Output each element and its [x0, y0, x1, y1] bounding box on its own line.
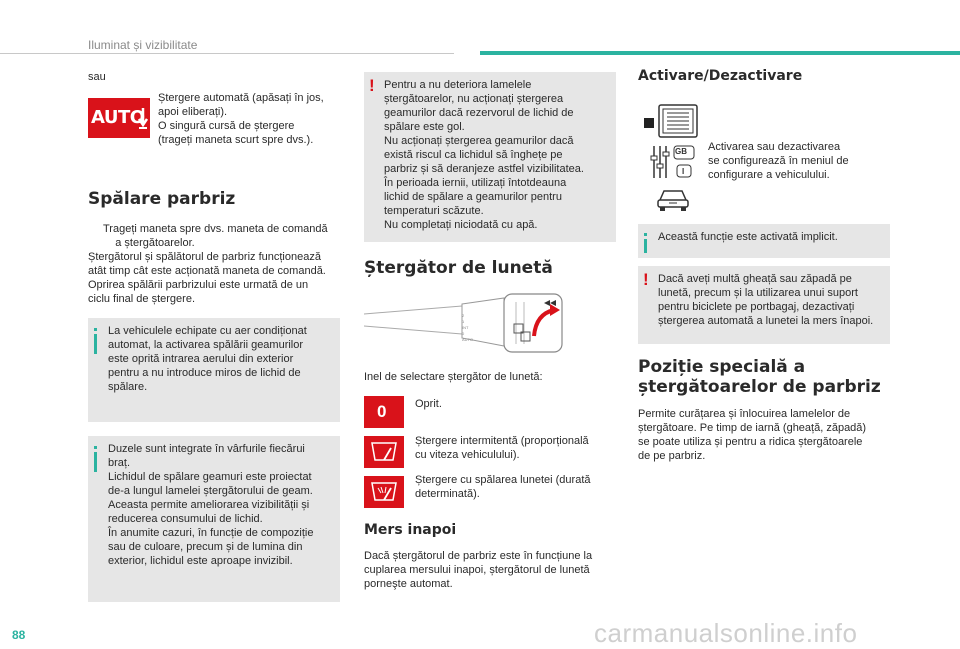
auto-badge-label: AUTO: [91, 107, 145, 128]
option-intermittent-text: Ștergere intermitentă (proporțională cu viteza vehiculului).: [415, 435, 589, 461]
info-icon: [94, 446, 97, 449]
warning-text-lichid: Pentru a nu deteriora lamelele ștergătoarelor, nu acționați ștergerea geamurilor dacă rezervorul de lichid de spălare este gol. Nu acționați ștergerea geamurilor dacă există riscul ca lichidul să înghețe pe parbriz și să deranjeze astfel vizibilitatea. În perioada iernii, utilizați întotdeauna lichid de spălare a geamurilor pentru temperaturi scăzute. Nu completați niciodată cu apă.: [384, 79, 584, 231]
activare-text: Activarea sau dezactivarea se configurează în meniul de configurare a vehiculului.: [708, 141, 849, 181]
ring-selector-label: Inel de selectare ștergător de lunetă:: [364, 371, 543, 383]
heading-activare-dezactivare: Activare/Dezactivare: [638, 68, 803, 84]
rear-wiper-icon: [364, 436, 404, 468]
warning-text-gheata: Dacă aveți multă gheață sau zăpadă pe lunetă, precum și la utilizarea unui suport pentru biciclete pe portbagaj, dezactivați ștergerea automată a lunetei la mers înapoi.: [658, 273, 874, 327]
heading-pozitie-speciala: Poziție specială a ștergătoarelor de parbriz: [638, 357, 881, 397]
stalk-labels: 2 1 INT 0 AUTO: [462, 313, 474, 342]
info-box-duze: [88, 436, 340, 602]
heading-stergator-luneta: Ștergător de lunetă: [364, 258, 553, 278]
spalare-bullet-text: Trageți maneta spre dvs. maneta de comandă a ștergătoarelor.: [103, 223, 328, 249]
arrow-down-icon: [138, 107, 148, 129]
option-off-text: Oprit.: [415, 398, 442, 410]
gb-label: GB: [675, 147, 687, 156]
settings-sliders-icon: [650, 144, 696, 180]
header-divider: [0, 53, 454, 54]
auto-badge: [88, 98, 150, 138]
sau-text: sau: [88, 71, 106, 83]
watermark: carmanualsonline.info: [594, 618, 858, 648]
rear-washer-icon: [364, 476, 404, 508]
info-icon: [94, 328, 97, 331]
screen-indicator-icon: [644, 118, 654, 128]
warning-box-gheata: [638, 266, 890, 344]
auto-description: Ștergere automată (apăsați în jos, apoi eliberați). O singură cursă de ștergere (trageți maneta scurt spre dvs.).: [158, 92, 324, 146]
intermittent-wipe-badge: [364, 436, 404, 468]
mers-inapoi-text: Dacă ștergătorul de parbriz este în funcțiune la cuplarea mersului inapoi, ștergătorul de lunetă porneşte automat.: [364, 550, 593, 590]
info-text-duze: Duzele sunt integrate în vârfurile fiecărui braț. Lichidul de spălare geamuri este proiectat de-a lungul lamelei ștergătorului de geam. Aceasta permite ameliorarea vizibilității și reducerea consumului de lichid. În anumite cazuri, în funcție de compoziție sau de culoare, precum și de lumina din exterior, lichidul este aproape invizibil.: [108, 443, 314, 567]
warning-icon: !: [369, 76, 375, 95]
off-badge: 0: [364, 396, 404, 428]
info-box-aer-conditionat: [88, 318, 340, 422]
section-title: Iluminat și vizibilitate: [88, 38, 198, 52]
heading-mers-inapoi: Mers inapoi: [364, 522, 457, 538]
page-number: 88: [12, 628, 26, 642]
option-wash-text: Ștergere cu spălarea lunetei (durată determinată).: [415, 474, 591, 500]
warning-box-lichid: [364, 72, 616, 242]
wash-wipe-badge: [364, 476, 404, 508]
heading-spalare-parbriz: Spălare parbriz: [88, 189, 236, 209]
i-label: I: [682, 167, 685, 176]
info-box-implicit: [638, 224, 890, 258]
info-icon: [644, 233, 647, 236]
spalare-paragraph: Ștergătorul și spălătorul de parbriz funcționează atât timp cât este acționată maneta de comandă. Oprirea spălării parbrizului este urmată de un ciclu final de ștergere.: [88, 251, 326, 305]
info-text-implicit: Această funcție este activată implicit.: [658, 231, 838, 243]
info-text-aer: La vehiculele echipate cu aer condiționat automat, la activarea spălării geamurilor este oprită intrarea aerului din exterior pentru a nu introduce miros de lichid de spălare.: [108, 325, 307, 393]
header-accent-bar: [480, 51, 960, 55]
car-icon: [656, 186, 690, 212]
warning-icon: !: [643, 270, 649, 289]
touchscreen-icon: [658, 104, 698, 138]
pozitie-text: Permite curățarea și înlocuirea lamelelor de ștergătoare. Pe timp de iarnă (gheață, zăpadă) se poate utiliza și pentru a ridica ștergătoarele de pe parbriz.: [638, 408, 867, 462]
